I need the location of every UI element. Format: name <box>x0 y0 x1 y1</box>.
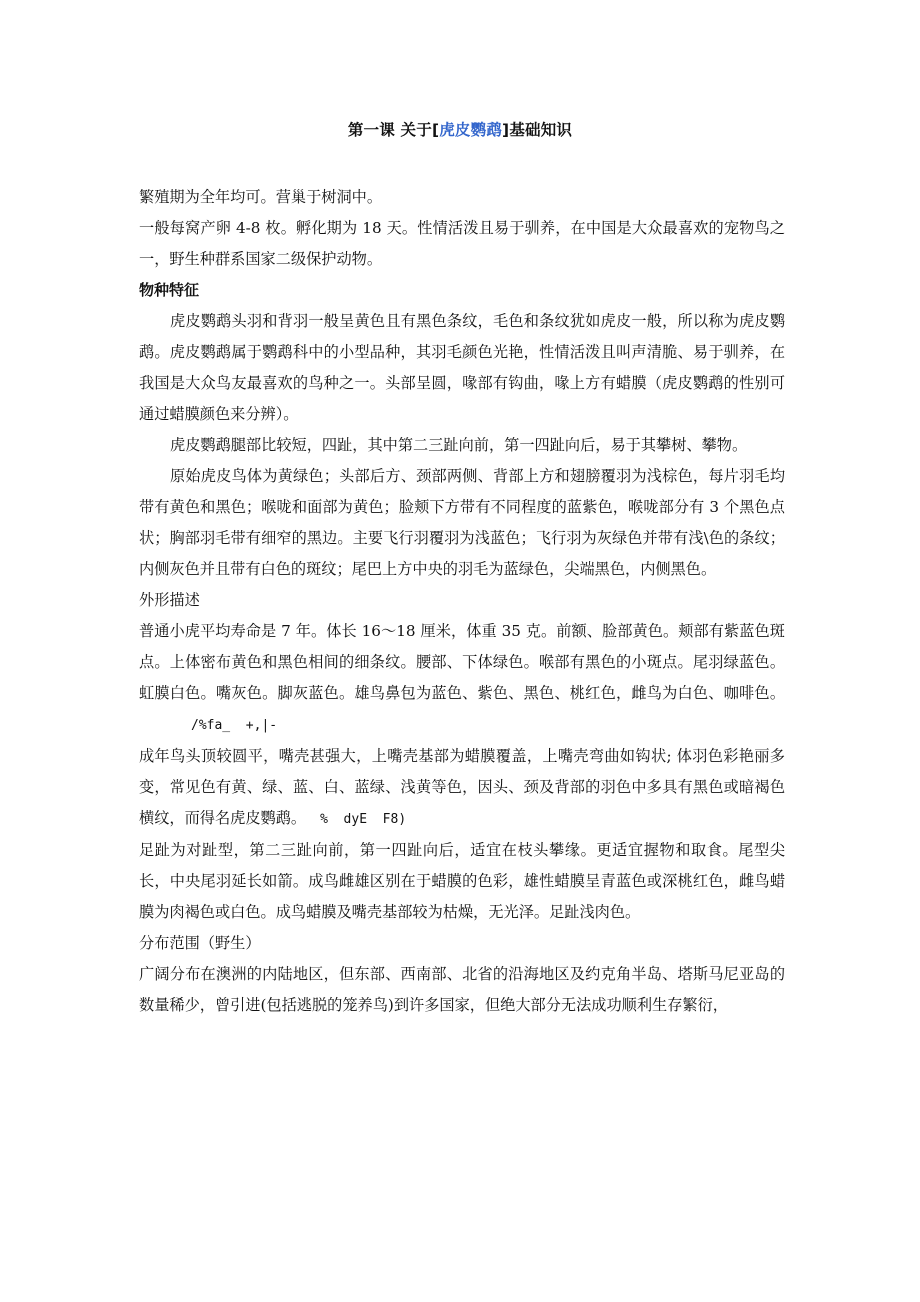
section-heading-species: 物种特征 <box>139 281 200 299</box>
paragraph-species-features: 虎皮鹦鹉头羽和背羽一般呈黄色且有黑色条纹，毛色和条纹犹如虎皮一般，所以称为虎皮鹦鹉。虎皮鹦鹉属于鹦鹉科中的小型品种，其羽毛颜色光艳，性情活泼且叫声清脆、易于驯养，在我国是大众鸟友最喜欢的鸟种之一。头部呈圆，喙部有钩曲，喙上方有蜡膜（虎皮鹦鹉的性别可通过蜡膜颜色来分辨）。 <box>139 312 785 423</box>
paragraph-original-colors: 原始虎皮鸟体为黄绿色；头部后方、颈部两侧、背部上方和翅膀覆羽为浅棕色，每片羽毛均带有黄色和黑色；喉咙和面部为黄色；脸颊下方带有不同程度的蓝紫色，喉咙部分有 3 个黑色点状；胸部羽毛带有细窄的黑边。主要飞行羽覆羽为浅蓝色；飞行羽为灰绿色并带有浅\色的条纹；内侧灰色并且带有白色的斑纹；尾巴上方中央的羽毛为蓝绿色，尖端黑色，内侧黑色。 <box>139 467 785 578</box>
section-heading-distribution: 分布范围（野生） <box>139 934 261 952</box>
paragraph-distribution: 广阔分布在澳洲的内陆地区，但东部、西南部、北省的沿海地区及约克角半岛、塔斯马尼亚岛的数量稀少，曾引进(包括逃脱的笼养鸟)到许多国家，但绝大部分无法成功顺利生存繁衍， <box>139 965 785 1014</box>
stray-characters: /%fa_ +,|- <box>191 718 278 733</box>
paragraph-eggs: 一般每窝产卵 4-8 枚。孵化期为 18 天。性情活泼且易于驯养，在中国是大众最喜欢的宠物鸟之一，野生种群系国家二级保护动物。 <box>139 219 785 268</box>
section-heading-appearance: 外形描述 <box>139 591 200 609</box>
paragraph-breeding: 繁殖期为全年均可。营巢于树洞中。 <box>139 188 382 206</box>
appearance-text: 普通小虎平均寿命是 7 年。体长 16～18 厘米，体重 35 克。前额、脸部黄色。颊部有紫蓝色斑点。上体密布黄色和黑色相间的细条纹。腰部、下体绿色。喉部有黑色的小斑点。尾羽绿蓝色。虹膜白色。嘴灰色。脚灰蓝色。雄鸟鼻包为蓝色、紫色、黑色、桃红色，雌鸟为白色、咖啡色。 <box>139 622 785 702</box>
document-body <box>139 182 785 1021</box>
paragraph-adult-head <box>139 741 785 835</box>
paragraph-appearance <box>139 616 785 741</box>
title-link-budgerigar[interactable]: 虎皮鹦鹉 <box>439 121 503 139</box>
adult-head-text: 成年鸟头顶较圆平，嘴壳甚强大，上嘴壳基部为蜡膜覆盖，上嘴壳弯曲如钩状; 体羽色彩艳丽多变，常见色有黄、绿、蓝、白、蓝绿、浅黄等色，因头、颈及背部的羽色中多具有黑色或暗褐色横纹，而得名虎皮鹦鹉。 <box>139 747 785 827</box>
title-suffix: ]基础知识 <box>502 121 573 139</box>
paragraph-feet: 足趾为对趾型，第二三趾向前，第一四趾向后，适宜在枝头攀缘。更适宜握物和取食。尾型尖长，中央尾羽延长如箭。成鸟雌雄区别在于蜡膜的色彩，雄性蜡膜呈青蓝色或深桃红色，雌鸟蜡膜为肉褐色或白色。成鸟蜡膜及嘴壳基部较为枯燥，无光泽。足趾浅肉色。 <box>139 841 785 921</box>
page-title <box>0 118 920 140</box>
title-prefix: 第一课 关于[ <box>347 121 440 139</box>
stray-characters: % dyE F8) <box>320 812 407 827</box>
paragraph-legs: 虎皮鹦鹉腿部比较短，四趾，其中第二三趾向前，第一四趾向后，易于其攀树、攀物。 <box>170 436 748 454</box>
